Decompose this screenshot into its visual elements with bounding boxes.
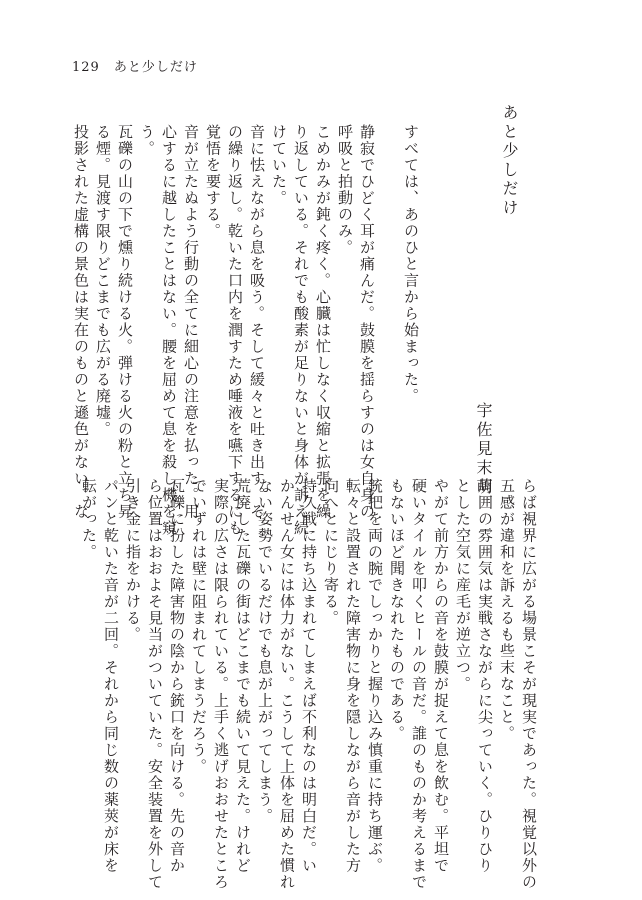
text-line: パンと乾いた音が二回。それから同じ数の薬莢が床を [102, 478, 120, 874]
text-line: 荒廃した瓦礫の街はどこまでも続いて見えた。けれど [234, 478, 252, 874]
text-line: やがて前方からの音を鼓膜が捉えて息を飲む。平坦で [432, 478, 450, 874]
text-line: の繰り返し。乾いた口内を潤すため唾液を嚥下するにも [226, 124, 244, 537]
text-line: ら位置はおおよそ見当がついていた。安全装置を外して [146, 478, 164, 891]
text-line: 心するに越したことはない。腰を屈めて息を殺し機を窺 [160, 124, 178, 537]
text-line: 瓦礫に扮した障害物の陰から銃口を向ける。先の音か [168, 478, 186, 874]
text-line: 銃把を両の腕でしっかりと握り込み慎重に持ち運ぶ。 [366, 478, 384, 874]
text-line: 音が立たぬよう行動の全てに細心の注意を払った。用 [182, 124, 200, 520]
text-line: でいずれは壁に阻まれてしまうだろう。 [190, 478, 208, 775]
text-line: 音に怯えながら息を吸う。そして緩々と吐き出す。そ [248, 124, 266, 520]
story-title: あと少しだけ [500, 104, 519, 218]
text-line: 転がった。 [80, 478, 98, 561]
text-line: ない姿勢でいるだけでも息が上がってしまう。 [256, 478, 274, 825]
text-line: 瓦礫の山の下で燻り続ける火。弾ける火の粉と立ち昇 [116, 124, 134, 520]
text-line: 向へとにじり寄る。 [322, 478, 340, 627]
text-line: 周囲の雰囲気は実戦さながらに尖っていく。ひりひり [476, 478, 494, 874]
running-head [72, 56, 198, 75]
text-line: 実際の広さは限られている。上手く逃げおおせたところ [212, 478, 230, 891]
text-line: う。 [138, 124, 156, 157]
text-line: 投影された虚構の景色は実在のものと遜色がない。な [72, 124, 90, 520]
blank-line [378, 124, 400, 450]
text-line: 持久戦に持ち込まれてしまえば不利なのは明白だ。い [300, 478, 318, 874]
text-line: こめかみが鈍く疼く。心臓は忙しなく収縮と拡張を繰 [314, 124, 332, 520]
text-line: 静寂でひどく耳が痛んだ。鼓膜を揺らすのは女自身の [358, 124, 376, 520]
text-line: らば視界に広がる場景こそが現実であった。視覚以外の [520, 478, 538, 891]
page-number: 129 [72, 60, 100, 75]
text-line: る煙。見渡す限りどこまでも広がる廃墟。 [94, 124, 112, 438]
text-line: 呼吸と拍動のみ。 [336, 124, 354, 256]
text-line: すべては、あのひと言から始まった。 [402, 124, 420, 405]
text-line: 転々と設置された障害物に身を隠しながら音がした方 [344, 478, 362, 874]
text-line: 五感が違和を訴えるも些末なこと。 [498, 478, 516, 742]
text-line: 引き金に指をかける。 [124, 478, 142, 643]
text-line: 覚悟を要する。 [204, 124, 222, 240]
text-line: もないほど聞きなれたものである。 [388, 478, 406, 742]
text-line: けていた。 [270, 124, 288, 207]
text-line: とした空気に産毛が逆立つ。 [454, 478, 472, 693]
text-line: かんせん女には体力がない。こうして上体を屈めた慣れ [278, 478, 296, 891]
text-line: り返している。それでも酸素が足りないと身体が訴え続 [292, 124, 310, 537]
running-title: あと少しだけ [113, 60, 198, 75]
text-line: 硬いタイルを叩くヒールの音だ。誰のものか考えるまで [410, 478, 428, 891]
lower-text-block [80, 478, 540, 891]
author-name: 宇佐見末萌 [474, 402, 493, 497]
